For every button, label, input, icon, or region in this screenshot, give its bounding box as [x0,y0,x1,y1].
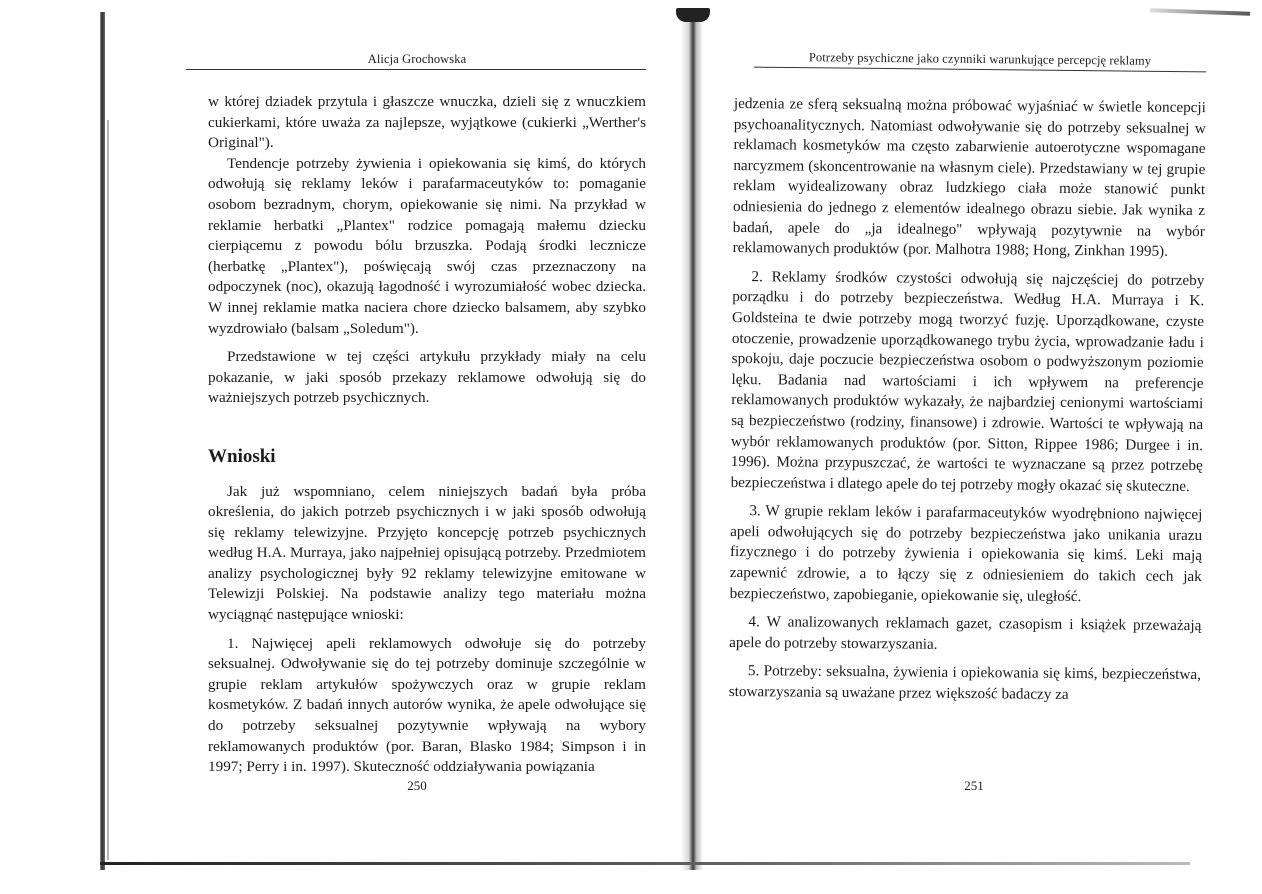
paragraph: Tendencje potrzeby żywienia i opiekowania się kimś, do których odwołują się reklamy leków i parafarmaceutyków to: pomaganie osobom bezradnym, chorym, opiekowanie się nimi. Na przykład w reklamie herbatki „Plantex" rodzice pomagają małemu dziecku cierpiącemu z powodu bólu brzuszka. Podają środki lecznicze (herbatkę „Plantex"), poświęcają swój czas przeznaczony na odpoczynek (noc), okazują łagodność i wyrozumiałość wobec dziecka. W innej reklamie matka naciera chore dziecko balsamem, aby szybko wyzdrowiało (balsam „Soledum"). [208,154,646,337]
scan-bottom-edge [100,862,1190,865]
paragraph: w której dziadek przytula i głaszcze wnuczka, dzieli się z wnuczkiem cukierkami, które uważa za najlepsze, wyjątkowe (cukierki „Werther's Original"). [208,93,646,152]
left-page-text [208,92,646,778]
paragraph: 1. Najwięcej apeli reklamowych odwołuje się do potrzeby seksualnej. Odwoływanie się do tej potrzeby dominuje szczególnie w grupie reklam artykułów spożywczych oraz w grupie reklam kosmetyków. Z badań innych autorów wynika, że apele odwołujące się do potrzeby seksualnej pozytywnie wpływają na wybory reklamowanych produktów (por. Baran, Blasko 1984; Simpson i in 1997; Perry i in. 1997). Skuteczność oddziaływania powiązania [208,634,646,776]
running-head-author: Alicja Grochowska [367,52,467,66]
book-gutter [681,10,703,870]
running-head-rule [186,69,646,70]
page-number: 250 [407,778,427,793]
scan-binding-edge [100,12,105,870]
paragraph: 3. W grupie reklam leków i parafarmaceutyków wyodrębniono najwięcej apeli odwołujących się do potrzeby bezpieczeństwa jako unikania urazu fizycznego i do potrzeby żywienia i opiekowania się kimś. Leki mają zapewnić zdrowie, a to łączy się z odniesieniem do takich cech jak bezpieczeństwo, zapobieganie, opiekowanie się, uległość. [729,502,1203,605]
paragraph: Jak już wspomniano, celem niniejszych badań była próba określenia, do jakich potrzeb psychicznych i w jaki sposób odwołują się reklamy telewizyjne. Przyjęto koncepcję potrzeb psychicznych według H.A. Murraya, jako najpełniej opisującą potrzeby. Przedmiotem analizy psychologicznej były 92 reklamy telewizyjne emitowane w Telewizji Polskiej. Na podstawie analizy tego materiału można wyciągnąć następujące wnioski: [208,482,646,624]
gutter-clip-mark [676,8,710,22]
scan-binding-shadow [107,120,109,860]
scan-corner-mark [1150,8,1250,15]
paragraph: 5. Potrzeby: seksualna, żywienia i opiekowania się kimś, bezpieczeństwa, stowarzyszania są uważane przez większość badaczy za [728,662,1202,703]
running-head-title: Potrzeby psychiczne jako czynniki warunkujące percepcję reklamy [808,50,1152,68]
page-number: 251 [964,778,984,793]
paragraph: 2. Reklamy środków czystości odwołują się najczęściej do potrzeby porządku i do potrzeby bezpieczeństwa. Według H.A. Murraya i K. Goldsteina te dwie potrzeby mogą tworzyć fuzję. Uporządkowane, czyste otoczenie, prowadzenie uporządkowanego trybu życia, wprowadzanie ładu i spokoju, daje poczucie bezpieczeństwa osobom o podwyższonym poziomie lęku. Badania nad wartościami i ich wpływem na preferencje reklamowanych produktów wykazały, że najbardziej cenionymi wartościami są bezpieczeństwo (rodziny, finansowe) i zdrowie. Wartości te wpływają na wybór reklamowanych produktów (por. Sitton, Rippee 1986; Durgee i in. 1996). Można przypuszczać, że wartości te wyznaczane są przez potrzebę bezpieczeństwa i dlatego apele do tej potrzeby mogły okazać się skuteczne. [730,267,1205,495]
paragraph: jedzenia ze sferą seksualną można próbować wyjaśniać w świetle koncepcji psychoanalitycznych. Natomiast odwoływanie się do potrzeby seksualnej w reklamach kosmetyków ma często zabarwienie autoerotyczne wspomagane narcyzmem (skoncentrowanie na własnym ciele). Przedstawiany w tej grupie reklam wyidealizowany obraz ludzkiego ciała może stanowić punkt odniesienia do jednego z elementów idealnego obrazu siebie. Jak wynika z badań, apele do „ja idealnego" wpływają pozytywnie na wybór reklamowanych produktów (por. Malhotra 1988; Hong, Zinkhan 1995). [732,94,1206,260]
right-page-text [729,94,1206,707]
paragraph: Przedstawione w tej części artykułu przykłady miały na celu pokazanie, w jaki sposób przekazy reklamowe odwołują się do ważniejszych potrzeb psychicznych. [208,348,646,407]
section-heading: Wnioski [208,445,276,467]
paragraph: 4. W analizowanych reklamach gazet, czasopism i książek przeważają apele do potrzeby stowarzyszania. [729,613,1202,653]
